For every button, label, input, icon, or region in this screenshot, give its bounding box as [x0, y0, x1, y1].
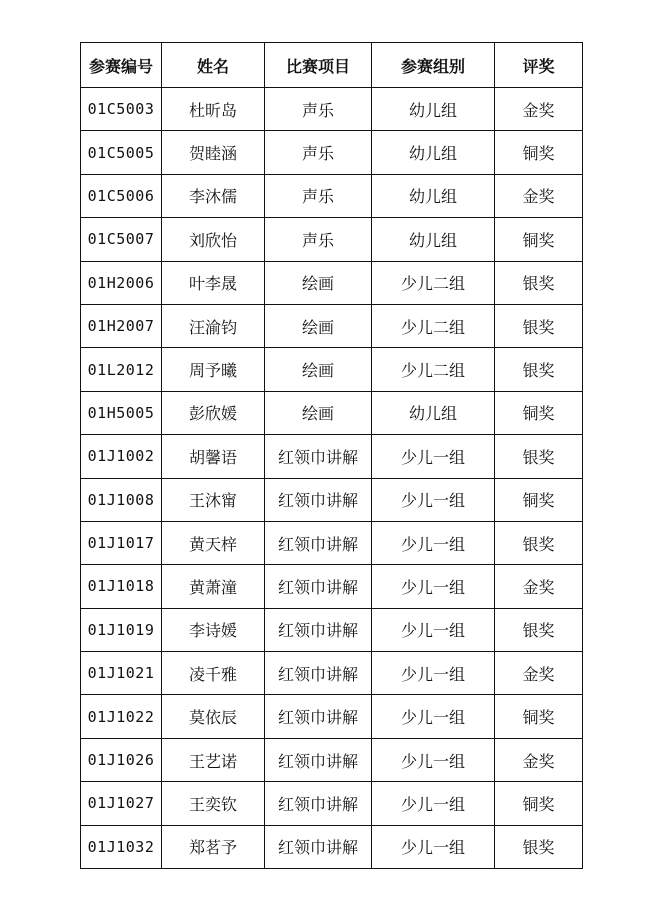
event-cell: 红领巾讲解 [265, 738, 372, 781]
group-cell: 少儿一组 [372, 565, 495, 608]
award-cell: 金奖 [495, 565, 583, 608]
header-event: 比赛项目 [265, 43, 372, 88]
entry-number-cell: 01C5005 [81, 131, 162, 174]
entry-number-cell: 01J1019 [81, 608, 162, 651]
table-row [81, 695, 583, 738]
group-cell: 少儿一组 [372, 608, 495, 651]
group-cell: 少儿一组 [372, 435, 495, 478]
table-row [81, 174, 583, 217]
name-cell: 王沐甯 [162, 478, 265, 521]
name-cell: 叶李晟 [162, 261, 265, 304]
table-row [81, 88, 583, 131]
header-name: 姓名 [162, 43, 265, 88]
table-row [81, 565, 583, 608]
results-table [80, 42, 583, 869]
entry-number-cell: 01H2006 [81, 261, 162, 304]
table-row [81, 521, 583, 564]
group-cell: 幼儿组 [372, 218, 495, 261]
event-cell: 红领巾讲解 [265, 565, 372, 608]
group-cell: 幼儿组 [372, 88, 495, 131]
table-row [81, 738, 583, 781]
table-row [81, 825, 583, 868]
group-cell: 少儿一组 [372, 782, 495, 825]
award-cell: 铜奖 [495, 391, 583, 434]
group-cell: 少儿一组 [372, 478, 495, 521]
award-cell: 银奖 [495, 608, 583, 651]
entry-number-cell: 01C5006 [81, 174, 162, 217]
entry-number-cell: 01J1021 [81, 652, 162, 695]
table-row [81, 478, 583, 521]
event-cell: 红领巾讲解 [265, 608, 372, 651]
name-cell: 黄天梓 [162, 521, 265, 564]
entry-number-cell: 01J1017 [81, 521, 162, 564]
entry-number-cell: 01C5003 [81, 88, 162, 131]
award-cell: 铜奖 [495, 782, 583, 825]
entry-number-cell: 01J1008 [81, 478, 162, 521]
table-body [81, 88, 583, 869]
award-cell: 银奖 [495, 825, 583, 868]
results-table-container [80, 42, 582, 869]
event-cell: 红领巾讲解 [265, 521, 372, 564]
award-cell: 铜奖 [495, 218, 583, 261]
table-row [81, 782, 583, 825]
name-cell: 杜昕岛 [162, 88, 265, 131]
table-header [81, 43, 583, 88]
group-cell: 少儿一组 [372, 825, 495, 868]
table-row [81, 261, 583, 304]
entry-number-cell: 01H5005 [81, 391, 162, 434]
name-cell: 莫依辰 [162, 695, 265, 738]
event-cell: 红领巾讲解 [265, 782, 372, 825]
event-cell: 红领巾讲解 [265, 825, 372, 868]
table-row [81, 348, 583, 391]
table-row [81, 435, 583, 478]
entry-number-cell: 01L2012 [81, 348, 162, 391]
header-row [81, 43, 583, 88]
event-cell: 红领巾讲解 [265, 695, 372, 738]
group-cell: 少儿二组 [372, 304, 495, 347]
entry-number-cell: 01J1022 [81, 695, 162, 738]
header-entry-number: 参赛编号 [81, 43, 162, 88]
name-cell: 郑茗予 [162, 825, 265, 868]
award-cell: 银奖 [495, 521, 583, 564]
group-cell: 少儿一组 [372, 521, 495, 564]
event-cell: 绘画 [265, 261, 372, 304]
event-cell: 红领巾讲解 [265, 478, 372, 521]
entry-number-cell: 01C5007 [81, 218, 162, 261]
event-cell: 声乐 [265, 174, 372, 217]
award-cell: 金奖 [495, 174, 583, 217]
entry-number-cell: 01H2007 [81, 304, 162, 347]
table-row [81, 652, 583, 695]
event-cell: 声乐 [265, 131, 372, 174]
entry-number-cell: 01J1027 [81, 782, 162, 825]
table-row [81, 218, 583, 261]
group-cell: 少儿一组 [372, 652, 495, 695]
entry-number-cell: 01J1026 [81, 738, 162, 781]
award-cell: 银奖 [495, 261, 583, 304]
name-cell: 黄萧潼 [162, 565, 265, 608]
event-cell: 绘画 [265, 391, 372, 434]
event-cell: 声乐 [265, 88, 372, 131]
name-cell: 王艺诺 [162, 738, 265, 781]
name-cell: 贺睦涵 [162, 131, 265, 174]
award-cell: 铜奖 [495, 695, 583, 738]
award-cell: 金奖 [495, 88, 583, 131]
table-row [81, 391, 583, 434]
entry-number-cell: 01J1002 [81, 435, 162, 478]
group-cell: 少儿二组 [372, 261, 495, 304]
name-cell: 刘欣怡 [162, 218, 265, 261]
award-cell: 银奖 [495, 348, 583, 391]
header-group: 参赛组别 [372, 43, 495, 88]
award-cell: 金奖 [495, 738, 583, 781]
award-cell: 铜奖 [495, 131, 583, 174]
award-cell: 银奖 [495, 435, 583, 478]
award-cell: 铜奖 [495, 478, 583, 521]
name-cell: 李沐儒 [162, 174, 265, 217]
event-cell: 绘画 [265, 348, 372, 391]
entry-number-cell: 01J1018 [81, 565, 162, 608]
name-cell: 李诗媛 [162, 608, 265, 651]
name-cell: 汪渝钧 [162, 304, 265, 347]
entry-number-cell: 01J1032 [81, 825, 162, 868]
header-award: 评奖 [495, 43, 583, 88]
group-cell: 幼儿组 [372, 131, 495, 174]
group-cell: 少儿一组 [372, 738, 495, 781]
event-cell: 红领巾讲解 [265, 435, 372, 478]
name-cell: 彭欣媛 [162, 391, 265, 434]
table-row [81, 608, 583, 651]
group-cell: 幼儿组 [372, 391, 495, 434]
table-row [81, 304, 583, 347]
group-cell: 幼儿组 [372, 174, 495, 217]
group-cell: 少儿一组 [372, 695, 495, 738]
event-cell: 声乐 [265, 218, 372, 261]
award-cell: 银奖 [495, 304, 583, 347]
event-cell: 绘画 [265, 304, 372, 347]
event-cell: 红领巾讲解 [265, 652, 372, 695]
name-cell: 凌千雅 [162, 652, 265, 695]
table-row [81, 131, 583, 174]
group-cell: 少儿二组 [372, 348, 495, 391]
name-cell: 王奕钦 [162, 782, 265, 825]
award-cell: 金奖 [495, 652, 583, 695]
name-cell: 周予曦 [162, 348, 265, 391]
name-cell: 胡馨语 [162, 435, 265, 478]
